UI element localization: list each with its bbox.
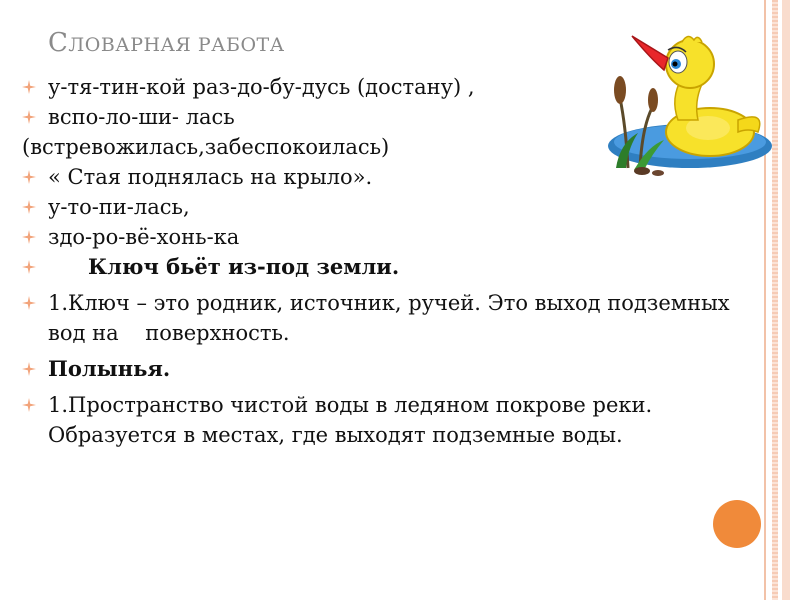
- list-item-text: вспо-ло-ши- лась: [48, 105, 235, 129]
- sparkle-bullet-icon: [22, 296, 36, 310]
- list-item-text: (встревожилась,забеспокоилась): [22, 135, 390, 159]
- sparkle-bullet-icon: [22, 260, 36, 274]
- list-item-text: у-то-пи-лась,: [48, 195, 190, 219]
- list-item-text: Ключ бьёт из-под земли.: [88, 254, 400, 279]
- decorative-orange-circle: [713, 500, 761, 548]
- list-item: [22, 192, 742, 222]
- list-item: [22, 222, 742, 252]
- sparkle-bullet-icon: [22, 230, 36, 244]
- list-item-text: у-тя-тин-кой раз-до-бу-дусь (достану) ,: [48, 75, 475, 99]
- title-rest: ЛОВАРНАЯ РАБОТА: [68, 34, 285, 56]
- list-item-text: здо-ро-вё-хонь-ка: [48, 225, 240, 249]
- sparkle-bullet-icon: [22, 200, 36, 214]
- sparkle-bullet-icon: [22, 80, 36, 94]
- list-item-text: 1.Ключ – это родник, источник, ручей. Это выход подземных вод на поверхность.: [48, 291, 737, 345]
- list-item-text: 1.Пространство чистой воды в ледяном покрове реки. Образуется в местах, где выходят подземные воды.: [48, 393, 653, 447]
- list-item-text: « Стая поднялась на крыло».: [48, 165, 373, 189]
- list-item: [22, 102, 742, 132]
- sparkle-bullet-icon: [22, 362, 36, 376]
- list-item: [22, 72, 742, 102]
- decorative-side-band-outer: [782, 0, 790, 600]
- list-item: [22, 288, 742, 348]
- title-first-letter: С: [48, 28, 69, 58]
- slide-body: [22, 72, 742, 450]
- list-item: [22, 390, 742, 450]
- list-item-heading: [22, 354, 742, 384]
- sparkle-bullet-icon: [22, 110, 36, 124]
- list-item: [22, 162, 742, 192]
- list-item-heading: [22, 252, 742, 282]
- list-item-text: Полынья.: [48, 356, 171, 381]
- slide-title: [48, 28, 285, 58]
- list-item-continuation: [22, 132, 742, 162]
- sparkle-bullet-icon: [22, 398, 36, 412]
- sparkle-bullet-icon: [22, 170, 36, 184]
